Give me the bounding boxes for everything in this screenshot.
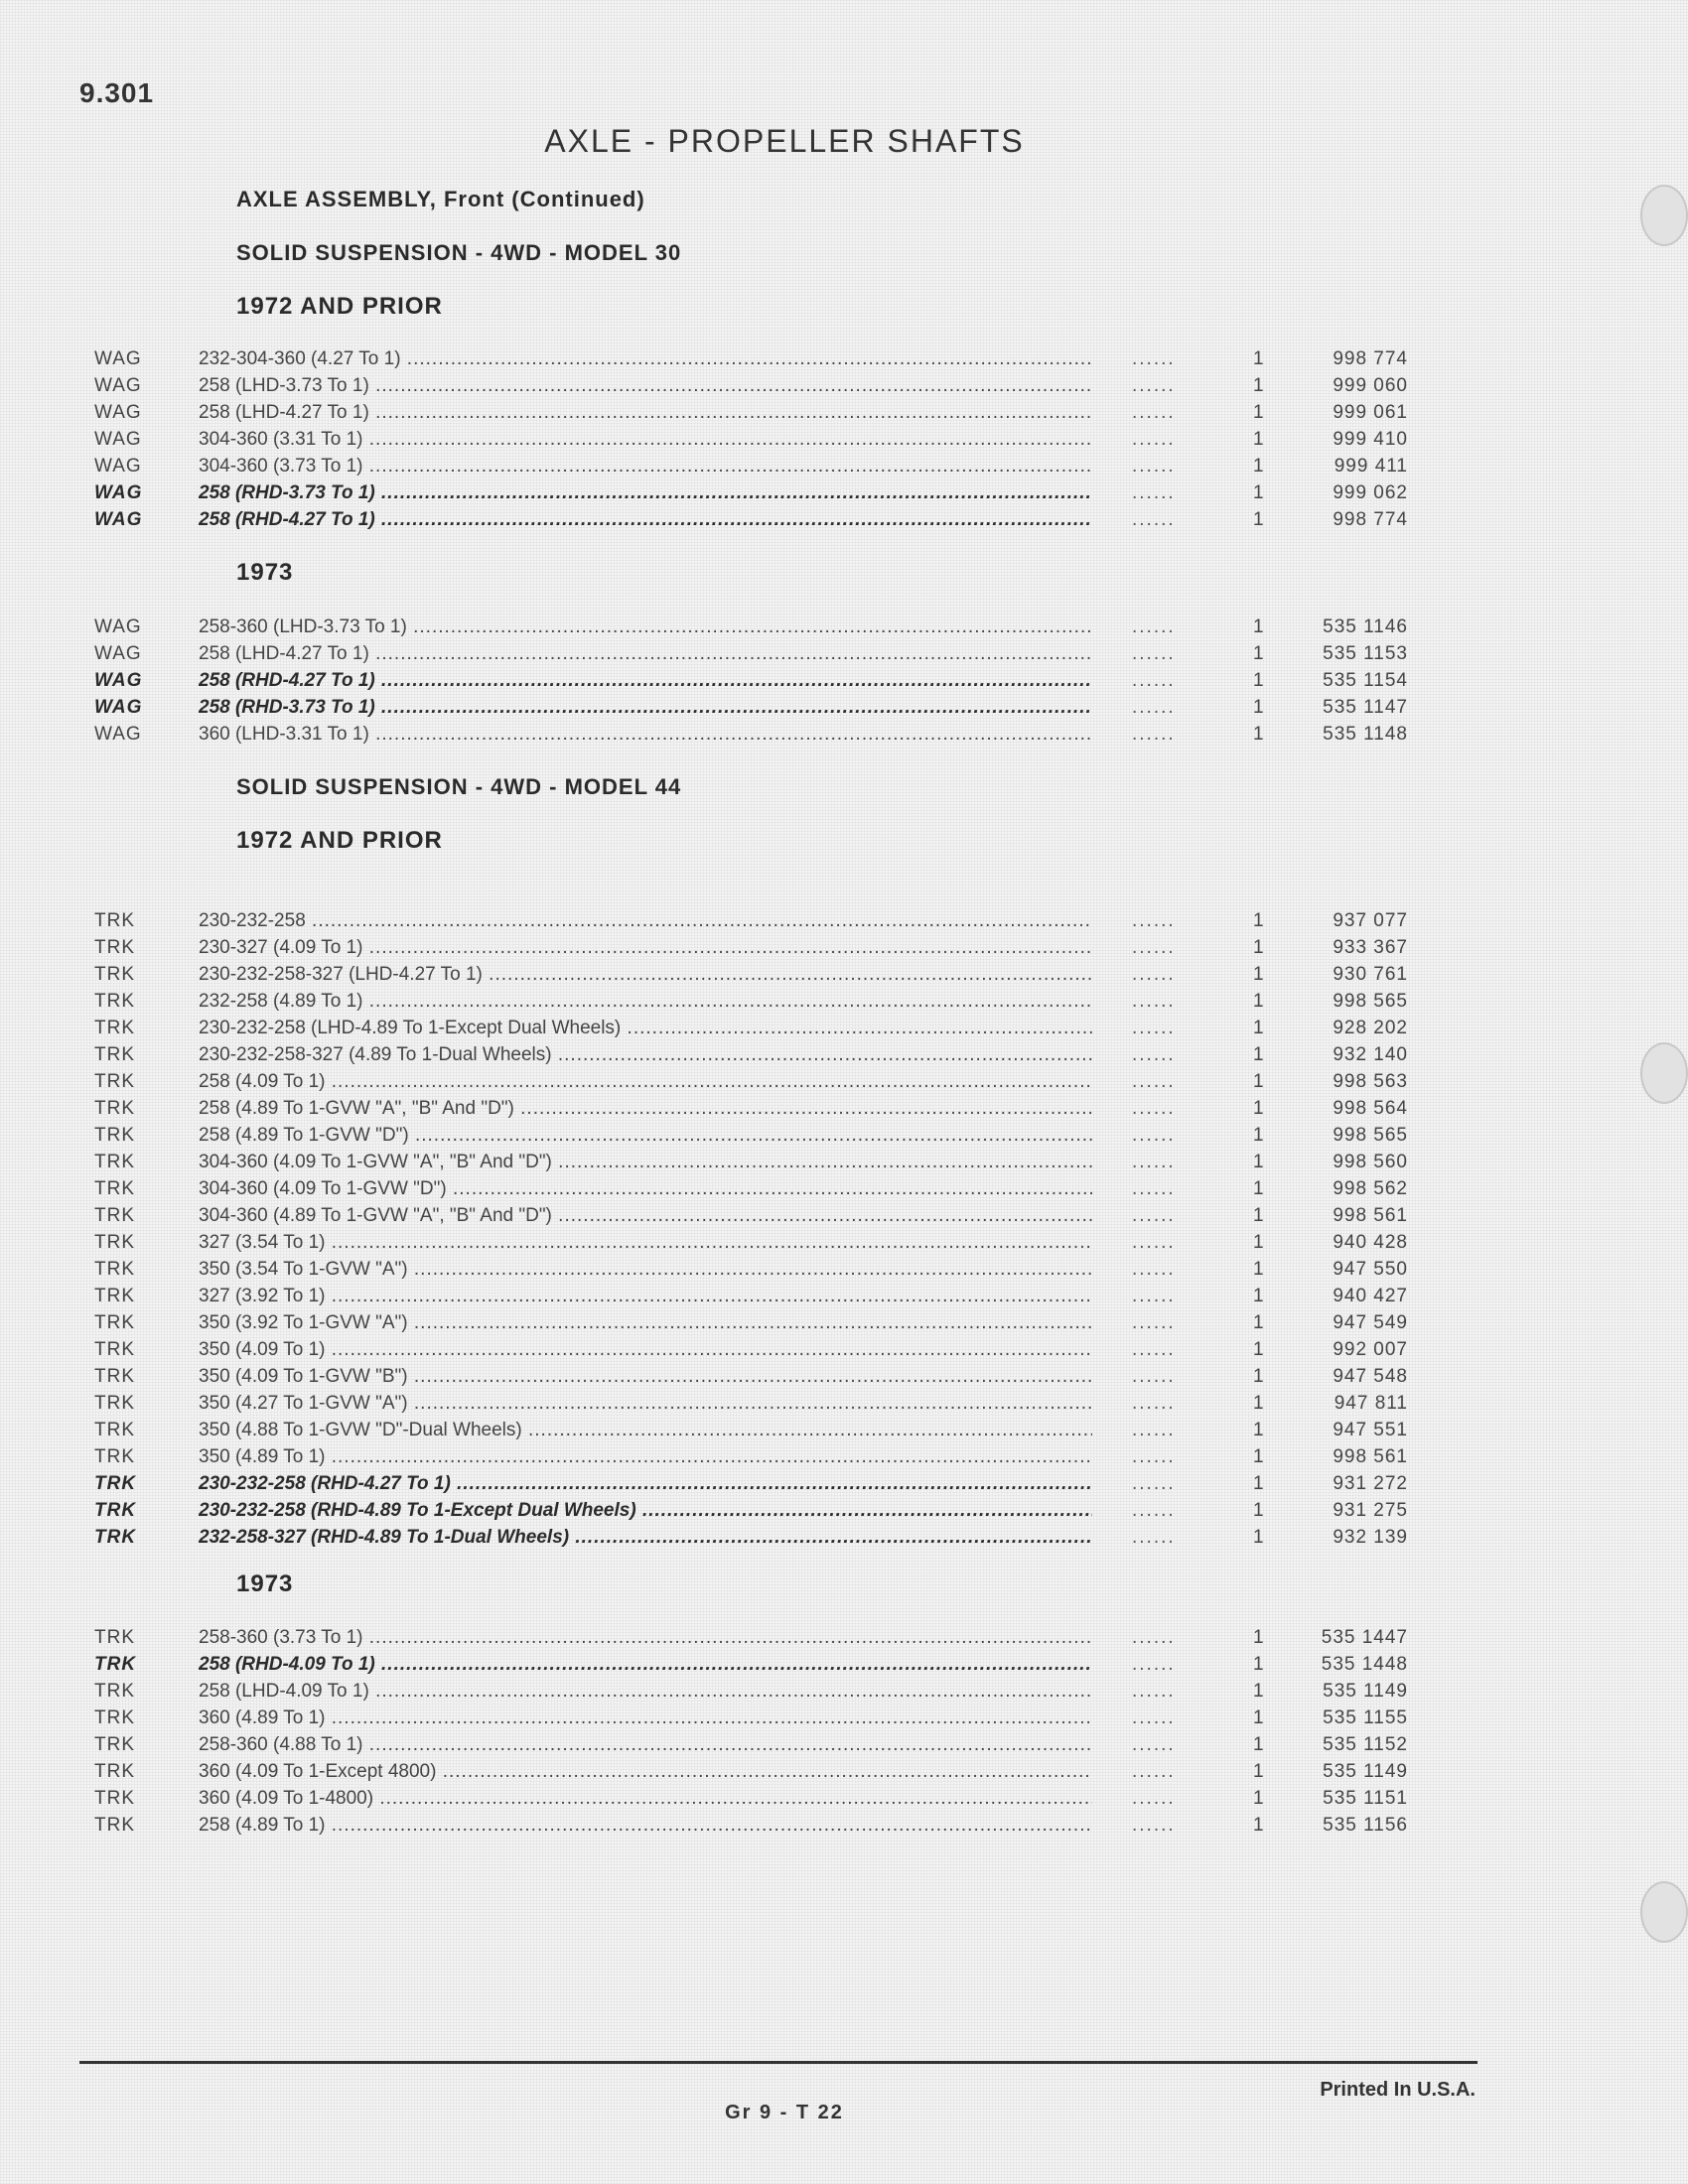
- parts-row: [0, 1283, 1688, 1309]
- dot-leader: ......: [1132, 1654, 1176, 1675]
- part-description: 350 (3.92 To 1-GVW "A") .....: [199, 1309, 1092, 1336]
- model-code: TRK: [94, 1366, 135, 1387]
- dot-leader: ......: [1132, 1312, 1176, 1333]
- part-number: 535 1448: [1321, 1654, 1408, 1675]
- part-number: 940 427: [1333, 1286, 1408, 1306]
- parts-row: [0, 1068, 1688, 1095]
- parts-row: [0, 1651, 1688, 1678]
- quantity: 1: [1253, 1259, 1264, 1280]
- part-description: 258 (RHD-3.73 To 1) .....: [199, 694, 1092, 721]
- quantity: 1: [1253, 616, 1264, 637]
- part-number: 998 561: [1333, 1205, 1408, 1226]
- quantity: 1: [1253, 991, 1264, 1012]
- model-code: WAG: [94, 509, 143, 530]
- quantity: 1: [1253, 456, 1264, 477]
- part-number: 931 275: [1333, 1500, 1408, 1521]
- quantity: 1: [1253, 1178, 1264, 1199]
- model-code: TRK: [94, 1312, 135, 1333]
- part-description: 350 (4.09 To 1) .....: [199, 1336, 1092, 1363]
- quantity: 1: [1253, 1654, 1264, 1675]
- part-description: 258 (RHD-4.27 To 1) .....: [199, 667, 1092, 694]
- dot-leader: ......: [1132, 1178, 1176, 1199]
- model-code: TRK: [94, 1152, 135, 1172]
- part-description: 232-258 (4.89 To 1) .....: [199, 988, 1092, 1015]
- quantity: 1: [1253, 1527, 1264, 1548]
- model-code: TRK: [94, 1044, 135, 1065]
- dot-leader: ......: [1132, 937, 1176, 958]
- model44-1972-heading: 1972 AND PRIOR: [236, 827, 443, 854]
- model-code: TRK: [94, 1339, 135, 1360]
- parts-row: [0, 988, 1688, 1015]
- model-code: TRK: [94, 991, 135, 1012]
- dot-leader: ......: [1132, 1473, 1176, 1494]
- model-code: TRK: [94, 1815, 135, 1836]
- punch-hole: [1640, 1881, 1688, 1943]
- part-description: 304-360 (4.09 To 1-GVW "A", "B" And "D") .....: [199, 1149, 1092, 1175]
- part-description: 258 (RHD-4.09 To 1) .....: [199, 1651, 1092, 1678]
- part-number: 932 140: [1333, 1044, 1408, 1065]
- model-code: TRK: [94, 1205, 135, 1226]
- part-number: 999 061: [1333, 402, 1408, 423]
- part-number: 535 1146: [1323, 616, 1408, 637]
- dot-leader: ......: [1132, 1259, 1176, 1280]
- parts-row: [0, 667, 1688, 694]
- dot-leader: ......: [1132, 348, 1176, 369]
- parts-row: [0, 614, 1688, 640]
- part-number: 999 062: [1333, 482, 1408, 503]
- quantity: 1: [1253, 1312, 1264, 1333]
- quantity: 1: [1253, 697, 1264, 718]
- part-number: 947 811: [1334, 1393, 1408, 1414]
- quantity: 1: [1253, 670, 1264, 691]
- model-code: TRK: [94, 1071, 135, 1092]
- part-number: 933 367: [1333, 937, 1408, 958]
- part-description: 304-360 (4.09 To 1-GVW "D") .....: [199, 1175, 1092, 1202]
- model-code: TRK: [94, 1446, 135, 1467]
- quantity: 1: [1253, 1098, 1264, 1119]
- quantity: 1: [1253, 1681, 1264, 1702]
- quantity: 1: [1253, 910, 1264, 931]
- dot-leader: ......: [1132, 1205, 1176, 1226]
- dot-leader: ......: [1132, 643, 1176, 664]
- model-code: WAG: [94, 616, 142, 637]
- part-description: 327 (3.92 To 1) .....: [199, 1283, 1092, 1309]
- dot-leader: ......: [1132, 1366, 1176, 1387]
- quantity: 1: [1253, 1018, 1264, 1038]
- part-description: 360 (4.09 To 1-4800) .....: [199, 1785, 1092, 1812]
- part-number: 535 1447: [1321, 1627, 1408, 1648]
- dot-leader: ......: [1132, 402, 1176, 423]
- part-number: 998 560: [1333, 1152, 1408, 1172]
- part-description: 230-232-258 (RHD-4.89 To 1-Except Dual Wheels) .....: [199, 1497, 1092, 1524]
- part-description: 230-232-258-327 (4.89 To 1-Dual Wheels) .....: [199, 1041, 1092, 1068]
- quantity: 1: [1253, 643, 1264, 664]
- parts-row: [0, 1015, 1688, 1041]
- dot-leader: ......: [1132, 1815, 1176, 1836]
- part-number: 535 1153: [1323, 643, 1408, 664]
- parts-list: [0, 614, 1688, 748]
- parts-row: [0, 1363, 1688, 1390]
- model-code: TRK: [94, 1232, 135, 1253]
- model-code: WAG: [94, 643, 142, 664]
- quantity: 1: [1253, 402, 1264, 423]
- dot-leader: ......: [1132, 509, 1176, 530]
- dot-leader: ......: [1132, 1500, 1176, 1521]
- model-code: TRK: [94, 1527, 137, 1548]
- quantity: 1: [1253, 1627, 1264, 1648]
- parts-row: [0, 1624, 1688, 1651]
- model-code: TRK: [94, 910, 135, 931]
- part-number: 998 564: [1333, 1098, 1408, 1119]
- dot-leader: ......: [1132, 1420, 1176, 1440]
- dot-leader: ......: [1132, 991, 1176, 1012]
- part-number: 535 1149: [1323, 1681, 1408, 1702]
- parts-row: [0, 399, 1688, 426]
- dot-leader: ......: [1132, 375, 1176, 396]
- model-code: TRK: [94, 937, 135, 958]
- dot-leader: ......: [1132, 482, 1176, 503]
- dot-leader: ......: [1132, 724, 1176, 745]
- page-number: 9.301: [79, 77, 155, 108]
- part-description: 230-327 (4.09 To 1) .....: [199, 934, 1092, 961]
- part-description: 258-360 (LHD-3.73 To 1) .....: [199, 614, 1092, 640]
- parts-row: [0, 934, 1688, 961]
- printed-in-label: Printed In U.S.A.: [1320, 2079, 1476, 2101]
- part-number: 992 007: [1333, 1339, 1408, 1360]
- part-description: 258 (RHD-4.27 To 1) .....: [199, 506, 1092, 533]
- dot-leader: ......: [1132, 1681, 1176, 1702]
- dot-leader: ......: [1132, 910, 1176, 931]
- dot-leader: ......: [1132, 616, 1176, 637]
- model-code: WAG: [94, 482, 143, 503]
- model-code: TRK: [94, 964, 135, 985]
- model-code: TRK: [94, 1473, 137, 1494]
- part-number: 535 1155: [1323, 1707, 1408, 1728]
- dot-leader: ......: [1132, 1339, 1176, 1360]
- part-description: 360 (4.89 To 1) .....: [199, 1705, 1092, 1731]
- dot-leader: ......: [1132, 697, 1176, 718]
- quantity: 1: [1253, 1366, 1264, 1387]
- quantity: 1: [1253, 1761, 1264, 1782]
- model-code: WAG: [94, 375, 142, 396]
- part-description: 230-232-258 (LHD-4.89 To 1-Except Dual Wheels) .....: [199, 1015, 1092, 1041]
- quantity: 1: [1253, 1125, 1264, 1146]
- parts-list: [0, 907, 1688, 1551]
- quantity: 1: [1253, 1500, 1264, 1521]
- dot-leader: ......: [1132, 1393, 1176, 1414]
- part-description: 258 (LHD-4.09 To 1) .....: [199, 1678, 1092, 1705]
- dot-leader: ......: [1132, 1152, 1176, 1172]
- part-number: 937 077: [1333, 910, 1408, 931]
- assembly-heading: AXLE ASSEMBLY, Front (Continued): [236, 187, 645, 211]
- parts-row: [0, 1309, 1688, 1336]
- quantity: 1: [1253, 1420, 1264, 1440]
- model-code: WAG: [94, 348, 142, 369]
- dot-leader: ......: [1132, 456, 1176, 477]
- quantity: 1: [1253, 1286, 1264, 1306]
- parts-row: [0, 372, 1688, 399]
- parts-row: [0, 694, 1688, 721]
- quantity: 1: [1253, 482, 1264, 503]
- parts-row: [0, 426, 1688, 453]
- page-title: AXLE - PROPELLER SHAFTS: [544, 123, 1025, 159]
- dot-leader: ......: [1132, 1071, 1176, 1092]
- parts-row: [0, 1041, 1688, 1068]
- parts-row: [0, 1758, 1688, 1785]
- part-description: 232-258-327 (RHD-4.89 To 1-Dual Wheels) .....: [199, 1524, 1092, 1551]
- dot-leader: ......: [1132, 1627, 1176, 1648]
- part-number: 998 774: [1333, 509, 1408, 530]
- part-description: 350 (4.89 To 1) .....: [199, 1443, 1092, 1470]
- part-description: 304-360 (3.73 To 1) .....: [199, 453, 1092, 479]
- parts-row: [0, 961, 1688, 988]
- dot-leader: ......: [1132, 1125, 1176, 1146]
- dot-leader: ......: [1132, 1018, 1176, 1038]
- part-description: 258-360 (3.73 To 1) .....: [199, 1624, 1092, 1651]
- quantity: 1: [1253, 1473, 1264, 1494]
- part-description: 232-304-360 (4.27 To 1) .....: [199, 345, 1092, 372]
- parts-row: [0, 1175, 1688, 1202]
- parts-row: [0, 1417, 1688, 1443]
- parts-row: [0, 1122, 1688, 1149]
- model-code: WAG: [94, 429, 142, 450]
- dot-leader: ......: [1132, 1788, 1176, 1809]
- parts-row: [0, 1443, 1688, 1470]
- parts-row: [0, 1202, 1688, 1229]
- model44-1973-heading: 1973: [236, 1570, 294, 1597]
- parts-row: [0, 453, 1688, 479]
- part-number: 998 561: [1333, 1446, 1408, 1467]
- parts-row: [0, 345, 1688, 372]
- quantity: 1: [1253, 1339, 1264, 1360]
- part-number: 535 1156: [1323, 1815, 1408, 1836]
- parts-row: [0, 1524, 1688, 1551]
- parts-row: [0, 1785, 1688, 1812]
- model-code: TRK: [94, 1761, 135, 1782]
- part-description: 258 (LHD-4.27 To 1) .....: [199, 399, 1092, 426]
- part-number: 535 1148: [1323, 724, 1408, 745]
- model-code: TRK: [94, 1125, 135, 1146]
- parts-row: [0, 1812, 1688, 1839]
- punch-hole: [1640, 185, 1688, 246]
- parts-row: [0, 479, 1688, 506]
- parts-row: [0, 1256, 1688, 1283]
- part-description: 258 (4.09 To 1) .....: [199, 1068, 1092, 1095]
- model30-heading: SOLID SUSPENSION - 4WD - MODEL 30: [236, 240, 682, 265]
- part-description: 258 (LHD-3.73 To 1) .....: [199, 372, 1092, 399]
- part-number: 535 1154: [1323, 670, 1408, 691]
- part-description: 304-360 (3.31 To 1) .....: [199, 426, 1092, 453]
- dot-leader: ......: [1132, 670, 1176, 691]
- part-number: 998 565: [1333, 1125, 1408, 1146]
- parts-row: [0, 721, 1688, 748]
- quantity: 1: [1253, 1815, 1264, 1836]
- part-description: 230-232-258 .....: [199, 907, 1092, 934]
- dot-leader: ......: [1132, 1761, 1176, 1782]
- parts-row: [0, 1705, 1688, 1731]
- footer-rule: [79, 2061, 1477, 2064]
- part-description: 360 (LHD-3.31 To 1) .....: [199, 721, 1092, 748]
- part-number: 999 060: [1333, 375, 1408, 396]
- quantity: 1: [1253, 509, 1264, 530]
- dot-leader: ......: [1132, 1527, 1176, 1548]
- parts-row: [0, 1149, 1688, 1175]
- part-description: 258 (4.89 To 1-GVW "D") .....: [199, 1122, 1092, 1149]
- part-description: 258 (4.89 To 1-GVW "A", "B" And "D") .....: [199, 1095, 1092, 1122]
- part-number: 998 562: [1333, 1178, 1408, 1199]
- parts-list: [0, 1624, 1688, 1839]
- quantity: 1: [1253, 1152, 1264, 1172]
- dot-leader: ......: [1132, 1098, 1176, 1119]
- model-code: TRK: [94, 1681, 135, 1702]
- model-code: TRK: [94, 1286, 135, 1306]
- model-code: WAG: [94, 724, 142, 745]
- part-number: 998 565: [1333, 991, 1408, 1012]
- parts-row: [0, 1390, 1688, 1417]
- model-code: TRK: [94, 1393, 135, 1414]
- part-number: 930 761: [1333, 964, 1408, 985]
- dot-leader: ......: [1132, 1734, 1176, 1755]
- part-number: 947 551: [1333, 1420, 1408, 1440]
- model-code: WAG: [94, 402, 142, 423]
- part-description: 258 (LHD-4.27 To 1) .....: [199, 640, 1092, 667]
- part-number: 940 428: [1333, 1232, 1408, 1253]
- part-number: 535 1147: [1323, 697, 1408, 718]
- quantity: 1: [1253, 1232, 1264, 1253]
- part-description: 350 (4.27 To 1-GVW "A") .....: [199, 1390, 1092, 1417]
- model-code: TRK: [94, 1018, 135, 1038]
- quantity: 1: [1253, 1044, 1264, 1065]
- part-number: 998 774: [1333, 348, 1408, 369]
- model-code: TRK: [94, 1627, 135, 1648]
- part-description: 258-360 (4.88 To 1) .....: [199, 1731, 1092, 1758]
- part-number: 947 548: [1333, 1366, 1408, 1387]
- quantity: 1: [1253, 375, 1264, 396]
- parts-row: [0, 1095, 1688, 1122]
- model30-1973-heading: 1973: [236, 559, 294, 586]
- part-number: 928 202: [1333, 1018, 1408, 1038]
- part-description: 258 (4.89 To 1) .....: [199, 1812, 1092, 1839]
- part-number: 932 139: [1333, 1527, 1408, 1548]
- parts-row: [0, 1731, 1688, 1758]
- parts-row: [0, 1229, 1688, 1256]
- quantity: 1: [1253, 429, 1264, 450]
- model44-heading: SOLID SUSPENSION - 4WD - MODEL 44: [236, 774, 682, 799]
- part-description: 350 (3.54 To 1-GVW "A") .....: [199, 1256, 1092, 1283]
- dot-leader: ......: [1132, 1446, 1176, 1467]
- parts-row: [0, 640, 1688, 667]
- model-code: TRK: [94, 1707, 135, 1728]
- dot-leader: ......: [1132, 964, 1176, 985]
- model-code: TRK: [94, 1178, 135, 1199]
- quantity: 1: [1253, 1446, 1264, 1467]
- part-number: 535 1151: [1323, 1788, 1408, 1809]
- dot-leader: ......: [1132, 1232, 1176, 1253]
- part-description: 327 (3.54 To 1) .....: [199, 1229, 1092, 1256]
- part-number: 931 272: [1333, 1473, 1408, 1494]
- quantity: 1: [1253, 724, 1264, 745]
- dot-leader: ......: [1132, 1044, 1176, 1065]
- quantity: 1: [1253, 1734, 1264, 1755]
- part-description: 258 (RHD-3.73 To 1) .....: [199, 479, 1092, 506]
- parts-row: [0, 1497, 1688, 1524]
- part-number: 947 550: [1333, 1259, 1408, 1280]
- parts-list: [0, 345, 1688, 533]
- quantity: 1: [1253, 1393, 1264, 1414]
- quantity: 1: [1253, 964, 1264, 985]
- quantity: 1: [1253, 1071, 1264, 1092]
- quantity: 1: [1253, 1205, 1264, 1226]
- model-code: TRK: [94, 1420, 135, 1440]
- model-code: WAG: [94, 697, 143, 718]
- dot-leader: ......: [1132, 1286, 1176, 1306]
- parts-row: [0, 1678, 1688, 1705]
- part-number: 535 1152: [1323, 1734, 1408, 1755]
- part-number: 998 563: [1333, 1071, 1408, 1092]
- part-number: 535 1149: [1323, 1761, 1408, 1782]
- model-code: TRK: [94, 1734, 135, 1755]
- parts-row: [0, 1336, 1688, 1363]
- model-code: TRK: [94, 1788, 135, 1809]
- model-code: TRK: [94, 1500, 137, 1521]
- part-number: 947 549: [1333, 1312, 1408, 1333]
- parts-row: [0, 506, 1688, 533]
- group-page-footer: Gr 9 - T 22: [725, 2102, 844, 2123]
- part-number: 999 410: [1333, 429, 1408, 450]
- quantity: 1: [1253, 348, 1264, 369]
- quantity: 1: [1253, 1788, 1264, 1809]
- model-code: WAG: [94, 456, 142, 477]
- part-description: 230-232-258 (RHD-4.27 To 1) .....: [199, 1470, 1092, 1497]
- quantity: 1: [1253, 937, 1264, 958]
- part-description: 360 (4.09 To 1-Except 4800) .....: [199, 1758, 1092, 1785]
- part-description: 304-360 (4.89 To 1-GVW "A", "B" And "D") .....: [199, 1202, 1092, 1229]
- part-description: 350 (4.09 To 1-GVW "B") .....: [199, 1363, 1092, 1390]
- model-code: WAG: [94, 670, 143, 691]
- part-description: 230-232-258-327 (LHD-4.27 To 1) .....: [199, 961, 1092, 988]
- part-number: 999 411: [1334, 456, 1408, 477]
- dot-leader: ......: [1132, 1707, 1176, 1728]
- parts-row: [0, 1470, 1688, 1497]
- model-code: TRK: [94, 1259, 135, 1280]
- part-description: 350 (4.88 To 1-GVW "D"-Dual Wheels) .....: [199, 1417, 1092, 1443]
- parts-row: [0, 907, 1688, 934]
- model30-1972-heading: 1972 AND PRIOR: [236, 293, 443, 320]
- quantity: 1: [1253, 1707, 1264, 1728]
- model-code: TRK: [94, 1654, 137, 1675]
- dot-leader: ......: [1132, 429, 1176, 450]
- model-code: TRK: [94, 1098, 135, 1119]
